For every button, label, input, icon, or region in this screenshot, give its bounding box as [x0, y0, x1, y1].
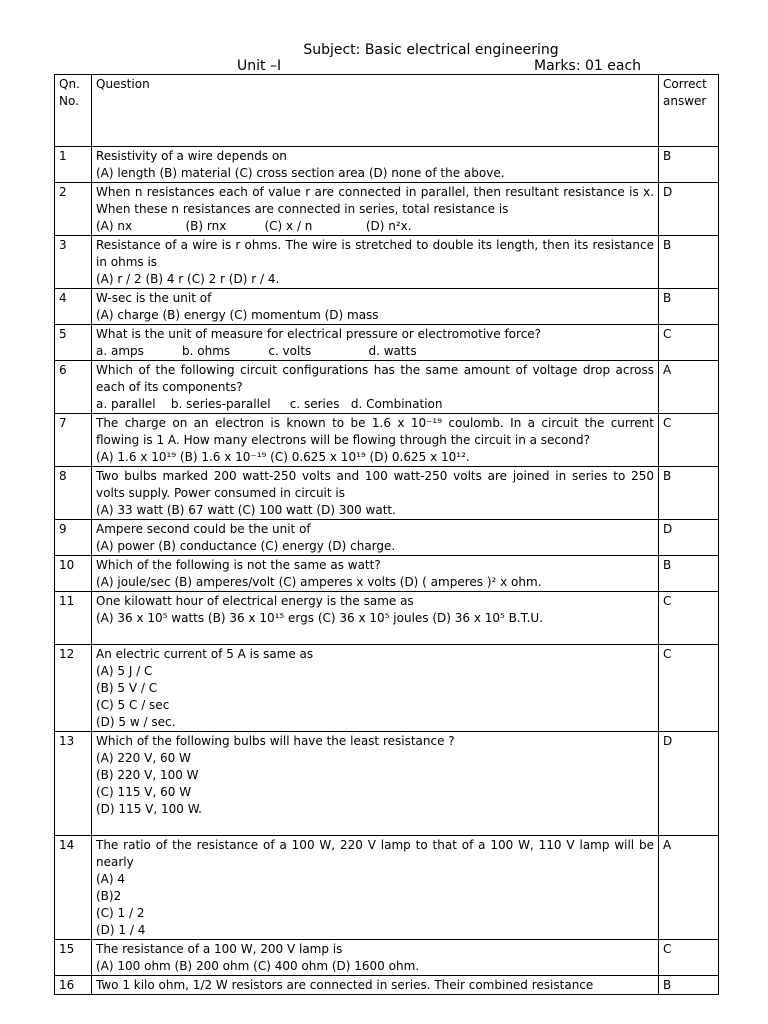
question-number: 13: [55, 732, 92, 836]
table-row: [55, 976, 719, 995]
correct-answer: B: [659, 467, 719, 520]
correct-answer: B: [659, 976, 719, 995]
correct-answer: C: [659, 592, 719, 645]
question-text: [92, 236, 659, 289]
question-option-line: a. amps b. ohms c. volts d. watts: [96, 344, 417, 358]
header-qn-no: Qn. No.: [55, 75, 92, 147]
question-number: 2: [55, 183, 92, 236]
table-row: [55, 732, 719, 836]
question-stem: The resistance of a 100 W, 200 V lamp is: [96, 942, 343, 956]
question-option-line: (A) r / 2 (B) 4 r (C) 2 r (D) r / 4.: [96, 272, 280, 286]
question-number: 9: [55, 520, 92, 556]
question-option-line: (A) length (B) material (C) cross section area (D) none of the above.: [96, 166, 505, 180]
question-stem: The ratio of the resistance of a 100 W, 220 V lamp to that of a 100 W, 110 V lamp will be nearly: [96, 838, 654, 869]
question-text: [92, 289, 659, 325]
question-option-line: (A) 100 ohm (B) 200 ohm (C) 400 ohm (D) 1600 ohm.: [96, 959, 420, 973]
header-correct-answer: Correct answer: [659, 75, 719, 147]
marks-label: Marks: 01 each: [534, 58, 642, 74]
correct-answer: C: [659, 325, 719, 361]
table-row: [55, 836, 719, 940]
question-option-line: (B)2: [96, 889, 122, 903]
correct-answer: B: [659, 147, 719, 183]
question-number: 12: [55, 645, 92, 732]
correct-answer: B: [659, 289, 719, 325]
question-stem: Which of the following bulbs will have the least resistance ?: [96, 734, 455, 748]
question-stem: Which of the following circuit configurations has the same amount of voltage drop across each of its components?: [96, 363, 654, 394]
table-row: [55, 236, 719, 289]
question-text: [92, 592, 659, 645]
question-option-line: (D) 1 / 4: [96, 923, 146, 937]
question-option-line: (D) 115 V, 100 W.: [96, 802, 202, 816]
question-text: [92, 361, 659, 414]
question-option-line: (A) charge (B) energy (C) momentum (D) mass: [96, 308, 379, 322]
question-text: [92, 556, 659, 592]
question-stem: Ampere second could be the unit of: [96, 522, 311, 536]
question-option-line: (B) 220 V, 100 W: [96, 768, 199, 782]
correct-answer: D: [659, 520, 719, 556]
table-row: [55, 147, 719, 183]
table-row: [55, 325, 719, 361]
question-option-line: (A) power (B) conductance (C) energy (D) charge.: [96, 539, 396, 553]
question-option-line: (C) 115 V, 60 W: [96, 785, 192, 799]
question-text: [92, 520, 659, 556]
question-stem: Which of the following is not the same as watt?: [96, 558, 381, 572]
question-stem: What is the unit of measure for electrical pressure or electromotive force?: [96, 327, 542, 341]
correct-answer: B: [659, 236, 719, 289]
question-stem: When n resistances each of value r are connected in parallel, then resultant resistance is x. When these n resistances are connected in series, total resistance is: [96, 185, 654, 216]
question-stem: Resistance of a wire is r ohms. The wire is stretched to double its length, then its resistance in ohms is: [96, 238, 654, 269]
question-option-line: (A) 220 V, 60 W: [96, 751, 191, 765]
correct-answer: A: [659, 361, 719, 414]
question-text: [92, 732, 659, 836]
table-row: [55, 520, 719, 556]
correct-answer: D: [659, 732, 719, 836]
question-stem: Two 1 kilo ohm, 1/2 W resistors are connected in series. Their combined resistance: [96, 978, 594, 992]
question-option-line: (C) 5 C / sec: [96, 698, 170, 712]
subject-title: Subject: Basic electrical engineering: [303, 42, 559, 58]
question-number: 10: [55, 556, 92, 592]
question-number: 4: [55, 289, 92, 325]
correct-answer: A: [659, 836, 719, 940]
question-text: [92, 940, 659, 976]
question-option-line: [96, 818, 654, 835]
table-row: [55, 592, 719, 645]
question-text: [92, 976, 659, 995]
correct-answer: C: [659, 414, 719, 467]
question-text: [92, 836, 659, 940]
question-number: 7: [55, 414, 92, 467]
question-stem: W-sec is the unit of: [96, 291, 212, 305]
question-stem: The charge on an electron is known to be 1.6 x 10⁻¹⁹ coulomb. In a circuit the current flowing is 1 A. How many electrons will be flowing through the circuit in a second?: [96, 416, 654, 447]
question-option-line: (A) joule/sec (B) amperes/volt (C) amperes x volts (D) ( amperes )² x ohm.: [96, 575, 542, 589]
question-number: 6: [55, 361, 92, 414]
question-option-line: [96, 627, 654, 644]
question-number: 16: [55, 976, 92, 995]
question-text: [92, 183, 659, 236]
question-stem: Resistivity of a wire depends on: [96, 149, 287, 163]
header-question: Question: [92, 75, 659, 147]
question-option-line: a. parallel b. series-parallel c. series d. Combination: [96, 397, 443, 411]
question-stem: One kilowatt hour of electrical energy is the same as: [96, 594, 414, 608]
correct-answer: B: [659, 556, 719, 592]
question-text: [92, 645, 659, 732]
question-number: 14: [55, 836, 92, 940]
question-option-line: (C) 1 / 2: [96, 906, 145, 920]
question-number: 8: [55, 467, 92, 520]
table-row: [55, 183, 719, 236]
question-text: [92, 414, 659, 467]
question-table: [54, 74, 719, 995]
question-number: 1: [55, 147, 92, 183]
question-number: 15: [55, 940, 92, 976]
table-row: [55, 556, 719, 592]
table-row: [55, 361, 719, 414]
table-row: [55, 467, 719, 520]
question-option-line: (D) 5 w / sec.: [96, 715, 176, 729]
question-number: 3: [55, 236, 92, 289]
question-text: [92, 325, 659, 361]
question-number: 5: [55, 325, 92, 361]
question-option-line: (A) 4: [96, 872, 126, 886]
question-option-line: (A) nx (B) rnx (C) x / n (D) n²x.: [96, 219, 412, 233]
question-text: [92, 467, 659, 520]
question-stem: Two bulbs marked 200 watt-250 volts and 100 watt-250 volts are joined in series to 250 volts supply. Power consumed in circuit is: [96, 469, 654, 500]
unit-label: Unit –I: [237, 58, 282, 74]
question-stem: An electric current of 5 A is same as: [96, 647, 314, 661]
correct-answer: C: [659, 645, 719, 732]
question-option-line: (A) 5 J / C: [96, 664, 153, 678]
correct-answer: D: [659, 183, 719, 236]
question-option-line: (A) 1.6 x 10¹⁹ (B) 1.6 x 10⁻¹⁹ (C) 0.625 x 10¹⁹ (D) 0.625 x 10¹².: [96, 450, 470, 464]
question-option-line: (B) 5 V / C: [96, 681, 158, 695]
table-row: [55, 940, 719, 976]
question-option-line: (A) 33 watt (B) 67 watt (C) 100 watt (D) 300 watt.: [96, 503, 396, 517]
table-row: [55, 289, 719, 325]
correct-answer: C: [659, 940, 719, 976]
question-text: [92, 147, 659, 183]
table-row: [55, 414, 719, 467]
table-row: [55, 645, 719, 732]
question-option-line: (A) 36 x 10⁵ watts (B) 36 x 10¹⁵ ergs (C) 36 x 10⁵ joules (D) 36 x 10⁵ B.T.U.: [96, 611, 544, 625]
table-header-row: [55, 75, 719, 147]
question-number: 11: [55, 592, 92, 645]
